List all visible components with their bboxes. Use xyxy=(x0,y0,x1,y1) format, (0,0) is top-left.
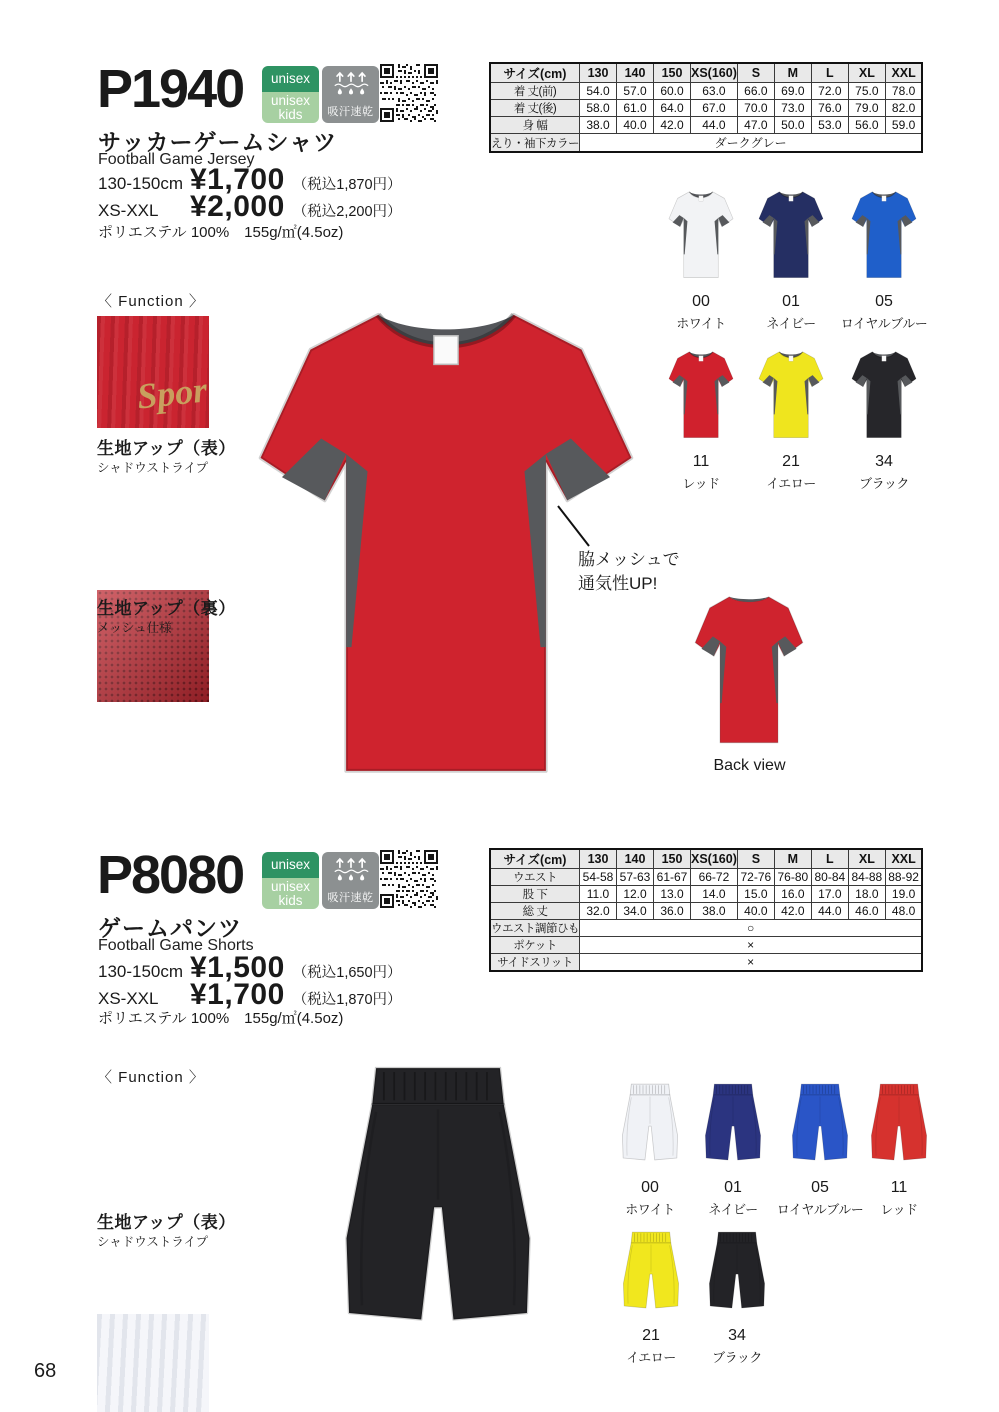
unisex-kids-line1: unisex xyxy=(270,93,311,108)
unisex-badge-label: unisex xyxy=(262,852,319,878)
size-table-cell: 60.0 xyxy=(654,83,691,100)
function-title: 〈 Function 〉 xyxy=(97,1069,205,1086)
size-table-cell: S xyxy=(737,63,774,83)
size-table-cell: 13.0 xyxy=(654,886,691,903)
size-table-shorts xyxy=(489,848,923,972)
colorway-name: ホワイト xyxy=(676,316,726,331)
unisex-badge xyxy=(262,852,319,909)
unisex-kids-badge xyxy=(262,878,319,909)
size-table-cell: 44.0 xyxy=(811,903,848,920)
size-table-cell: 着 丈(前) xyxy=(490,83,580,100)
colorway-name: ロイヤルブルー xyxy=(840,316,928,331)
size-table-cell: サイドスリット xyxy=(490,954,580,972)
size-table-cell: XS(160) xyxy=(691,63,738,83)
annotation-line1: 脇メッシュで xyxy=(578,550,680,569)
size-table-cell: XS(160) xyxy=(691,849,738,869)
function-title: 〈 Function 〉 xyxy=(97,293,205,310)
size-table-cell: 130 xyxy=(580,849,617,869)
price-value: ¥1,500 xyxy=(190,951,285,984)
colorway-shorts-34 xyxy=(693,1226,781,1366)
jersey-swatch xyxy=(754,429,828,446)
size-table-cell: 18.0 xyxy=(848,886,885,903)
jersey-swatch xyxy=(664,269,738,286)
shorts-swatch xyxy=(864,1155,934,1172)
size-table-cell: 40.0 xyxy=(617,117,654,134)
size-table-cell: 総 丈 xyxy=(490,903,580,920)
price-size-range: XS-XXL xyxy=(98,201,159,220)
size-table-cell: 59.0 xyxy=(885,117,922,134)
shorts-swatch xyxy=(615,1155,685,1172)
size-table-cell: 69.0 xyxy=(774,83,811,100)
size-table-cell: 140 xyxy=(617,63,654,83)
fabric-caption: 生地アップ（裏） xyxy=(97,599,236,618)
size-table-cell: 53.0 xyxy=(811,117,848,134)
size-table-cell: 78.0 xyxy=(885,83,922,100)
moisture-wicking-badge xyxy=(322,852,379,909)
size-table-cell: 61.0 xyxy=(617,100,654,117)
price-tax: （税込1,870円） xyxy=(292,992,402,1008)
back-view-caption: Back view xyxy=(713,757,786,774)
colorway-jersey-21 xyxy=(746,346,836,492)
colorway-shorts-05 xyxy=(776,1078,864,1218)
colorway-code: 21 xyxy=(782,453,800,470)
colorway-name: ブラック xyxy=(859,476,909,491)
jersey-swatch xyxy=(754,269,828,286)
size-table-cell: 150 xyxy=(654,849,691,869)
colorway-code: 05 xyxy=(875,293,893,310)
jersey-swatch xyxy=(847,429,921,446)
colorway-code: 11 xyxy=(890,1179,908,1196)
shorts-main-photo xyxy=(322,1048,554,1351)
mesh-annotation xyxy=(578,548,680,596)
size-table-cell: L xyxy=(811,63,848,83)
price-value: ¥2,000 xyxy=(190,190,285,223)
colorway-code: 00 xyxy=(641,1179,659,1196)
size-table-cell: 17.0 xyxy=(811,886,848,903)
colorway-name: ブラック xyxy=(712,1350,762,1365)
product-code-p8080: P8080 xyxy=(97,845,244,905)
size-table-cell: XL xyxy=(848,63,885,83)
size-table-cell: 82.0 xyxy=(885,100,922,117)
shorts-swatch xyxy=(702,1303,772,1320)
size-table-cell: 64.0 xyxy=(654,100,691,117)
annotation-pointer-line xyxy=(552,500,597,552)
size-table-cell: 140 xyxy=(617,849,654,869)
colorway-jersey-11 xyxy=(656,346,746,492)
size-table-cell: 32.0 xyxy=(580,903,617,920)
size-table-cell: XL xyxy=(848,849,885,869)
size-table-cell: 76-80 xyxy=(774,869,811,886)
size-table-cell: 12.0 xyxy=(617,886,654,903)
product-name-en: Football Game Shorts xyxy=(98,937,254,954)
size-table-cell: 70.0 xyxy=(737,100,774,117)
product-code-p1940: P1940 xyxy=(97,59,244,119)
size-table-cell: 19.0 xyxy=(885,886,922,903)
size-table-cell: 73.0 xyxy=(774,100,811,117)
fabric-caption: 生地アップ（表） xyxy=(97,1213,236,1232)
unisex-kids-line2: kids xyxy=(278,107,303,122)
size-table-cell: 150 xyxy=(654,63,691,83)
price-size-range: XS-XXL xyxy=(98,989,159,1008)
size-table-cell: × xyxy=(580,937,923,954)
size-table-cell: サイズ(cm) xyxy=(490,849,580,869)
size-table-cell: L xyxy=(811,849,848,869)
size-table-cell: 34.0 xyxy=(617,903,654,920)
size-table-cell: ウエスト xyxy=(490,869,580,886)
colorway-code: 05 xyxy=(811,1179,829,1196)
size-table-cell: 50.0 xyxy=(774,117,811,134)
unisex-badge-label: unisex xyxy=(262,66,319,92)
size-table-cell: 36.0 xyxy=(654,903,691,920)
size-table-cell: ポケット xyxy=(490,937,580,954)
size-table-cell: 16.0 xyxy=(774,886,811,903)
size-table-cell: 56.0 xyxy=(848,117,885,134)
unisex-kids-line1: unisex xyxy=(270,879,311,894)
size-table-cell: 42.0 xyxy=(654,117,691,134)
colorway-code: 00 xyxy=(692,293,710,310)
material-spec: ポリエステル 100% 155g/㎡(4.5oz) xyxy=(98,1010,344,1027)
colorway-shorts-21 xyxy=(607,1226,695,1366)
fabric-subcaption: シャドウストライプ xyxy=(97,1235,209,1249)
size-table-cell: 84-88 xyxy=(848,869,885,886)
colorway-name: ロイヤルブルー xyxy=(776,1202,864,1217)
size-table-cell: 130 xyxy=(580,63,617,83)
page-number: 68 xyxy=(34,1360,57,1382)
size-table-cell: 46.0 xyxy=(848,903,885,920)
colorway-jersey-01 xyxy=(746,186,836,332)
size-table-jersey xyxy=(489,62,923,153)
size-table-cell: 72-76 xyxy=(737,869,774,886)
size-table-cell: S xyxy=(737,849,774,869)
qr-code-icon xyxy=(380,64,438,122)
colorway-code: 01 xyxy=(782,293,800,310)
price-row xyxy=(98,190,402,224)
size-table-cell: サイズ(cm) xyxy=(490,63,580,83)
colorway-shorts-11 xyxy=(855,1078,943,1218)
colorway-code: 34 xyxy=(728,1327,746,1344)
fabric-closeup-front xyxy=(97,316,209,428)
size-table-cell: 38.0 xyxy=(580,117,617,134)
product-name-en: Football Game Jersey xyxy=(98,151,255,168)
size-table-cell: 54-58 xyxy=(580,869,617,886)
jersey-swatch xyxy=(847,269,921,286)
moisture-wicking-label: 吸汗速乾 xyxy=(327,892,374,904)
product-name-jp: ゲームパンツ xyxy=(98,915,242,941)
size-table-cell: 11.0 xyxy=(580,886,617,903)
unisex-badge xyxy=(262,66,319,123)
colorway-code: 21 xyxy=(642,1327,660,1344)
size-table-cell: ウエスト調節ひも xyxy=(490,920,580,937)
size-table-cell: 42.0 xyxy=(774,903,811,920)
size-table-cell: ダークグレー xyxy=(580,134,923,153)
price-value: ¥1,700 xyxy=(190,978,285,1011)
product-name-jp: サッカーゲームシャツ xyxy=(98,129,338,155)
annotation-line2: 通気性UP! xyxy=(578,573,658,593)
sweat-dry-icon xyxy=(331,71,371,97)
size-table-cell: M xyxy=(774,63,811,83)
size-table-cell: 57-63 xyxy=(617,869,654,886)
size-table-cell: 66-72 xyxy=(691,869,738,886)
colorway-code: 01 xyxy=(724,1179,742,1196)
fabric-closeup-front xyxy=(97,1314,209,1412)
shorts-swatch xyxy=(616,1303,686,1320)
qr-code-icon xyxy=(380,850,438,908)
colorway-name: ホワイト xyxy=(625,1202,675,1217)
size-table-cell: えり・袖下カラー xyxy=(490,134,580,153)
price-tax: （税込2,200円） xyxy=(292,204,402,220)
size-table-cell: 47.0 xyxy=(737,117,774,134)
size-table-cell: 63.0 xyxy=(691,83,738,100)
sweat-dry-icon xyxy=(331,857,371,883)
moisture-wicking-badge xyxy=(322,66,379,123)
size-table-cell: 14.0 xyxy=(691,886,738,903)
colorway-name: レッド xyxy=(682,476,720,491)
material-spec: ポリエステル 100% 155g/㎡(4.5oz) xyxy=(98,224,344,241)
size-table-cell: XXL xyxy=(885,63,922,83)
colorway-shorts-01 xyxy=(689,1078,777,1218)
size-table-cell: 67.0 xyxy=(691,100,738,117)
size-table-cell: 15.0 xyxy=(737,886,774,903)
unisex-kids-badge xyxy=(262,92,319,123)
size-table-cell: 股 下 xyxy=(490,886,580,903)
fabric-subcaption: メッシュ仕様 xyxy=(97,621,172,635)
fabric-subcaption: シャドウストライプ xyxy=(97,461,209,475)
size-table-cell: XXL xyxy=(885,849,922,869)
colorway-name: ネイビー xyxy=(708,1202,758,1217)
fabric-caption: 生地アップ（表） xyxy=(97,439,236,458)
size-table-cell: 76.0 xyxy=(811,100,848,117)
size-table-cell: 身 幅 xyxy=(490,117,580,134)
colorway-shorts-00 xyxy=(606,1078,694,1218)
size-table-cell: M xyxy=(774,849,811,869)
unisex-kids-line2: kids xyxy=(278,893,303,908)
price-size-range: 130-150cm xyxy=(98,962,184,981)
size-table-cell: 48.0 xyxy=(885,903,922,920)
colorway-code: 11 xyxy=(692,453,710,470)
size-table-cell: 着 丈(後) xyxy=(490,100,580,117)
colorway-name: イエロー xyxy=(626,1350,676,1365)
fabric-print-text: Spor xyxy=(135,369,209,417)
size-table-cell: 57.0 xyxy=(617,83,654,100)
colorway-name: ネイビー xyxy=(766,316,816,331)
size-table-cell: ○ xyxy=(580,920,923,937)
price-tax: （税込1,870円） xyxy=(292,177,402,193)
size-table-cell: 79.0 xyxy=(848,100,885,117)
size-table-cell: 54.0 xyxy=(580,83,617,100)
colorway-jersey-05 xyxy=(839,186,929,332)
shorts-swatch xyxy=(785,1155,855,1172)
colorway-name: レッド xyxy=(880,1202,918,1217)
size-table-cell: 58.0 xyxy=(580,100,617,117)
colorway-jersey-34 xyxy=(839,346,929,492)
size-table-cell: 40.0 xyxy=(737,903,774,920)
jersey-swatch xyxy=(664,429,738,446)
moisture-wicking-label: 吸汗速乾 xyxy=(327,106,374,118)
shorts-swatch xyxy=(698,1155,768,1172)
size-table-cell: 66.0 xyxy=(737,83,774,100)
jersey-back-photo xyxy=(687,587,811,755)
size-table-cell: 38.0 xyxy=(691,903,738,920)
price-size-range: 130-150cm xyxy=(98,174,184,193)
size-table-cell: 44.0 xyxy=(691,117,738,134)
price-value: ¥1,700 xyxy=(190,163,285,196)
size-table-cell: 75.0 xyxy=(848,83,885,100)
size-table-cell: 88-92 xyxy=(885,869,922,886)
size-table-cell: 72.0 xyxy=(811,83,848,100)
size-table-cell: 61-67 xyxy=(654,869,691,886)
size-table-cell: 80-84 xyxy=(811,869,848,886)
colorway-jersey-00 xyxy=(656,186,746,332)
colorway-name: イエロー xyxy=(766,476,816,491)
colorway-code: 34 xyxy=(875,453,893,470)
price-tax: （税込1,650円） xyxy=(292,965,402,981)
size-table-cell: × xyxy=(580,954,923,972)
